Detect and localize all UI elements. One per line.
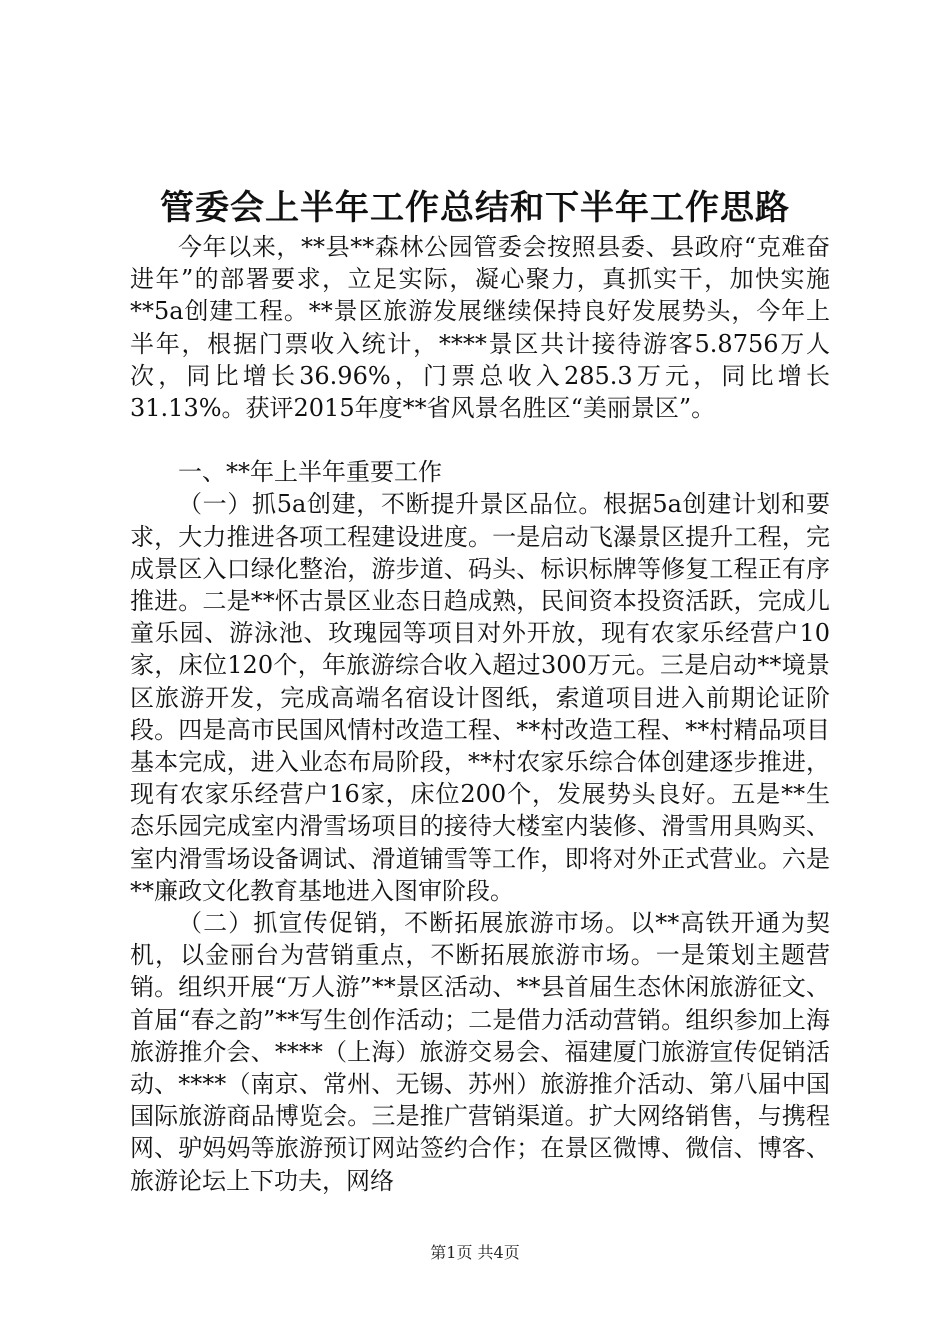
section-heading: 一、**年上半年重要工作 xyxy=(178,458,442,487)
document-title: 管委会上半年工作总结和下半年工作思路 xyxy=(160,188,790,228)
intro-paragraph: 今年以来，**县**森林公园管委会按照县委、县政府“克难奋进年”的部署要求，立足实际，凝心聚力，真抓实干，加快实施**5a创建工程。**景区旅游发展继续保持良好发展势头，今年上半年，根据门票收入统计，****景区共计接待游客5.8756万人次，同比增长36.96%，门票总收入285.3万元，同比增长31.13%。获评2015年度**省风景名胜区“美丽景区”。 xyxy=(130,233,830,423)
paragraph-promotion: （二）抓宣传促销，不断拓展旅游市场。以**高铁开通为契机，以金丽台为营销重点，不断拓展旅游市场。一是策划主题营销。组织开展“万人游”**景区活动、**县首届生态休闲旅游征文、首届“春之韵”**写生创作活动；二是借力活动营销。组织参加上海旅游推介会、****（上海）旅游交易会、福建厦门旅游宣传促销活动、****（南京、常州、无锡、苏州）旅游推介活动、第八届中国国际旅游商品博览会。三是推广营销渠道。扩大网络销售，与携程网、驴妈妈等旅游预订网站签约合作；在景区微博、微信、博客、旅游论坛上下功夫，网络 xyxy=(130,909,830,1195)
document-body xyxy=(130,231,830,1197)
paragraph-5a-creation: （一）抓5a创建，不断提升景区品位。根据5a创建计划和要求，大力推进各项工程建设进度。一是启动飞瀑景区提升工程，完成景区入口绿化整治，游步道、码头、标识标牌等修复工程正有序推进。二是**怀古景区业态日趋成熟，民间资本投资活跃，完成儿童乐园、游泳池、玫瑰园等项目对外开放，现有农家乐经营户10家，床位120个，年旅游综合收入超过300万元。三是启动**境景区旅游开发，完成高端名宿设计图纸，索道项目进入前期论证阶段。四是高市民国风情村改造工程、**村改造工程、**村精品项目基本完成，进入业态布局阶段，**村农家乐综合体创建逐步推进，现有农家乐经营户16家，床位200个，发展势头良好。五是**生态乐园完成室内滑雪场项目的接待大楼室内装修、滑雪用具购买、室内滑雪场设备调试、滑道铺雪等工作，即将对外正式营业。六是**廉政文化教育基地进入图审阶段。 xyxy=(130,490,830,905)
paragraph-gap xyxy=(130,424,830,456)
page-footer: 第1页 共4页 xyxy=(430,1243,520,1262)
